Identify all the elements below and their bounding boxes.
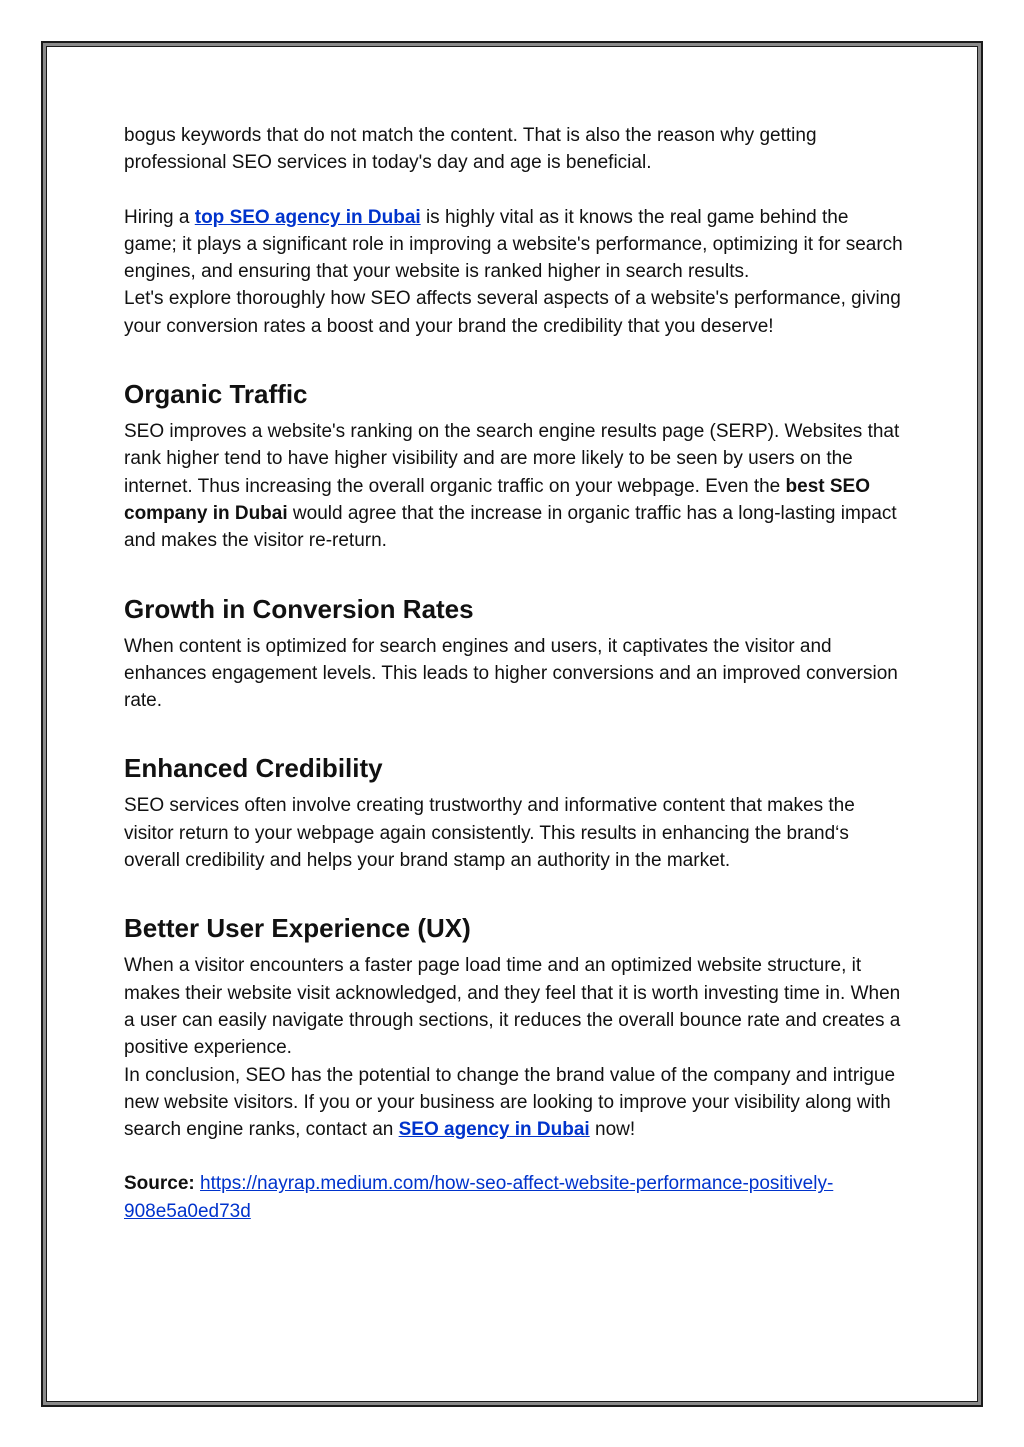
intro-paragraph-2	[124, 204, 906, 286]
spacer	[124, 1143, 906, 1170]
conversion-paragraph: When content is optimized for search engines and users, it captivates the visitor and enhances engagement levels. This leads to higher conversions and an improved conversion rate.	[124, 635, 898, 712]
best-seo-company-bold: best SEO company in Dubai	[124, 475, 871, 524]
spacer	[124, 714, 906, 751]
spacer	[124, 874, 906, 911]
document-body	[124, 122, 906, 1225]
seo-agency-link[interactable]: SEO agency in Dubai	[398, 1119, 590, 1141]
spacer	[124, 555, 906, 592]
source-line	[124, 1170, 906, 1225]
heading-user-experience: Better User Experience (UX)	[124, 913, 471, 944]
organic-text-after: would agree that the increase in organic traffic has a long-lasting impact and makes the visitor re-return.	[124, 502, 897, 552]
conclusion-text-after: now!	[589, 1119, 636, 1141]
source-label: Source:	[124, 1173, 195, 1195]
heading-conversion-rates: Growth in Conversion Rates	[124, 593, 474, 624]
intro-text-after: is highly vital as it knows the real game behind the game; it plays a significant role in improving a website's performance, optimizing it for search engines, and ensuring that your website is ranked higher in search results.	[124, 206, 903, 283]
organic-text-before: SEO improves a website's ranking on the search engine results page (SERP). Websites that rank higher tend to have higher visibility and are more likely to be seen by users on the internet. Thus increasing the overall organic traffic on your webpage. Even the	[124, 421, 900, 497]
heading-enhanced-credibility: Enhanced Credibility	[124, 753, 383, 784]
ux-paragraph: When a visitor encounters a faster page load time and an optimized website structure, it makes their website visit acknowledged, and they feel that it is worth investing time in. When a user can easily navigate through sections, it reduces the overall bounce rate and creates a positive experience.	[124, 955, 901, 1059]
source-url-link[interactable]: https://nayrap.medium.com/how-seo-affect-website-performance-positively-908e5a0ed73d	[124, 1173, 834, 1222]
conclusion-paragraph	[124, 1062, 906, 1144]
heading-organic-traffic: Organic Traffic	[124, 379, 308, 410]
top-seo-agency-link[interactable]: top SEO agency in Dubai	[194, 206, 421, 228]
intro-paragraph-1: bogus keywords that do not match the content. That is also the reason why getting professional SEO services in today's day and age is beneficial.	[124, 125, 817, 174]
spacer	[124, 177, 906, 204]
conclusion-text-before: In conclusion, SEO has the potential to change the brand value of the company and intrigue new website visitors. If you or your business are looking to improve your visibility along with search engine ranks, contact an	[124, 1064, 896, 1141]
organic-traffic-paragraph	[124, 418, 906, 554]
intro-text-before: Hiring a	[124, 206, 195, 228]
intro-paragraph-3: Let's explore thoroughly how SEO affects several aspects of a website's performance, giving your conversion rates a boost and your brand the credibility that you deserve!	[124, 288, 901, 337]
credibility-paragraph: SEO services often involve creating trustworthy and informative content that makes the visitor return to your webpage again consistently. This results in enhancing the brand‘s overall credibility and helps your brand stamp an authority in the market.	[124, 795, 855, 872]
spacer	[124, 340, 906, 377]
